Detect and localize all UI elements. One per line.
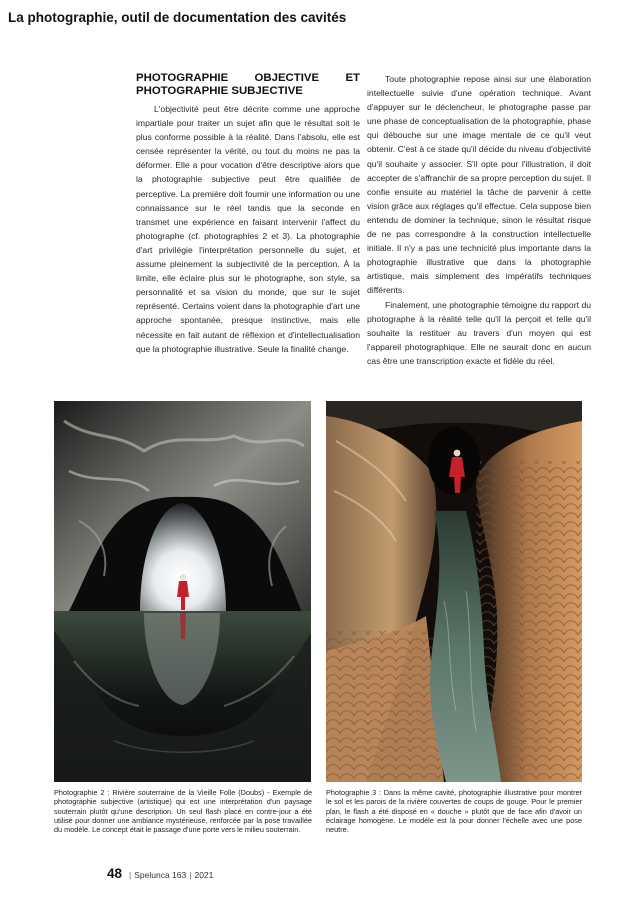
publication-name: Spelunca 163 bbox=[134, 870, 187, 880]
section-title: PHOTOGRAPHIE OBJECTIVE ET PHOTOGRAPHIE SUBJECTIVE bbox=[136, 72, 360, 97]
publication-year: 2021 bbox=[194, 870, 214, 880]
page-footer: 48 | Spelunca 163 | 2021 bbox=[107, 866, 214, 881]
article-column-left bbox=[136, 72, 360, 356]
cave-portal-image bbox=[54, 401, 311, 782]
photo-caption-3: Photographie 3 : Dans la même cavité, photographie illustrative pour montrer le sol et les parois de la rivière couvertes de coups de gouge. Pour le premier plan, le flash a été disposé en « douche » plutôt que de face afin d'avoir un éclairage homogène. Le modèle est là pour donner l'échelle avec une pose neutre. bbox=[326, 788, 582, 835]
paragraph: L'objectivité peut être décrite comme une approche impartiale pour traiter un sujet afin que le résultat soit le plus conforme possible à la réalité. Dans l'absolu, elle est censée représenter la vérité, ou tout du moins ne pas la déformer. Elle a pour vocation d'être descriptive alors que la photographie subjective peut être qualifiée de perceptive. La première doit fournir une information ou une connaissance sur le réel tandis que la seconde en transmet une expérience en faisant intervenir l'affect du photographe (cf. photographies 2 et 3). La photographie d'art privilégie l'interprétation personnelle du sujet, et assume pleinement la subjectivité de la perception. À la limite, elle éclaire plus sur le photographe, son style, sa personnalité et sa vision du monde, que sur le sujet représenté. Certains voient dans la photographie d'art une approche spontanée, presque instinctive, mais elle nécessite en fait autant de réflexion et d'intellectualisation que la photographie illustrative. Seule la finalité change. bbox=[136, 104, 360, 354]
page-number: 48 bbox=[107, 866, 123, 881]
article-column-right bbox=[367, 72, 591, 368]
photograph-2 bbox=[54, 401, 311, 782]
paragraph: Toute photographie repose ainsi sur une élaboration intellectuelle suivie d'une opération technique. Avant d'appuyer sur le déclencheur, le photographe passe par une phase de conceptualisation de la photographie, phase qui débouche sur une image mentale de ce qu'il veut obtenir. C'est à ce stade qu'il décide du niveau d'objectivité qu'il souhaite y associer. S'il opte pour l'illustration, il doit accepter de s'affranchir de sa propre perception du sujet. Il confie ensuite au matériel la tâche de parvenir à cette vision grâce aux réglages qu'il effectue. Cela suppose bien entendu de dominer la technique, sinon le résultat risque de ne pas correspondre à la construction intellectuelle initiale. Il n'y a pas une technicité plus importante dans la photographie illustrative que dans la photographie artistique, mais simplement des impératifs techniques différents. bbox=[367, 74, 591, 296]
river-gallery-image bbox=[326, 401, 582, 782]
caver-helmet bbox=[454, 450, 461, 457]
photo-caption-2: Photographie 2 : Rivière souterraine de la Vieille Folle (Doubs) - Exemple de photographie subjective (artistique) qui est une interprétation d'un paysage souterrain plutôt qu'une description. Un seul flash placé en contre-jour a été utilisé pour donner une ambiance mystérieuse, renforcée par la pose travaillée du modèle. Le concept était le passage d'une porte vers le milieu souterrain. bbox=[54, 788, 312, 835]
photograph-3 bbox=[326, 401, 582, 782]
paragraph: Finalement, une photographie témoigne du rapport du photographe à la réalité telle qu'il la perçoit et telle qu'il souhaite la restituer au travers d'un moyen qui est l'appareil photographique. Elle ne saurait donc en aucun cas être une transcription exacte et fidèle du réel. bbox=[367, 299, 591, 366]
running-header: La photographie, outil de documentation des cavités bbox=[8, 10, 347, 25]
caver-helmet bbox=[180, 574, 186, 580]
